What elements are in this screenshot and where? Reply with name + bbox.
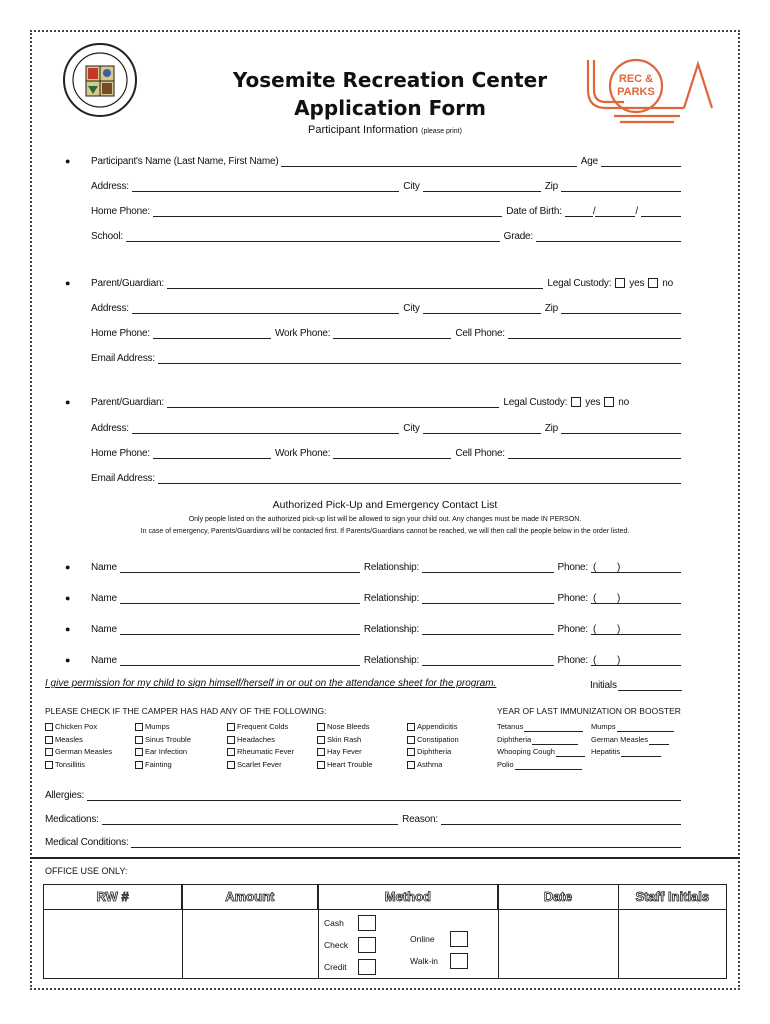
illness-checkbox[interactable] bbox=[407, 748, 415, 756]
immunization-item bbox=[591, 734, 674, 747]
guardian2-email-field[interactable] bbox=[158, 471, 681, 484]
illness-checkbox[interactable] bbox=[317, 748, 325, 756]
illness-label: Frequent Colds bbox=[237, 722, 289, 731]
illness-item bbox=[227, 746, 294, 759]
illness-label: Rheumatic Fever bbox=[237, 747, 295, 757]
allergies-row: Allergies: bbox=[45, 788, 681, 801]
illness-label: Fainting bbox=[145, 759, 172, 769]
rec-and-parks-logo bbox=[584, 48, 714, 128]
illness-label: Ear Infection bbox=[145, 747, 188, 757]
title-line-1: Yosemite Recreation Center bbox=[232, 68, 548, 92]
pickup-relationship-label: Relationship: bbox=[363, 562, 420, 573]
illness-checkbox[interactable] bbox=[227, 761, 235, 769]
phone-paren-open: ( bbox=[593, 655, 597, 666]
immunization-item bbox=[497, 746, 585, 759]
pickup-relationship-label: Relationship: bbox=[363, 655, 420, 666]
phone-paren-close: ) bbox=[617, 655, 621, 666]
immunization-year-field[interactable] bbox=[649, 735, 669, 745]
guardian2-email-row: Email Address: bbox=[91, 471, 681, 484]
illness-item bbox=[45, 721, 112, 734]
method-option bbox=[324, 937, 376, 953]
method-option bbox=[324, 915, 376, 931]
illness-item bbox=[45, 746, 112, 759]
pickup-name-field[interactable] bbox=[120, 622, 360, 635]
please-print-note: (please print) bbox=[421, 128, 462, 135]
illness-checkbox[interactable] bbox=[227, 748, 235, 756]
participant-name-row: Participant's Name (Last Name, First Name) Age bbox=[91, 154, 681, 167]
participant-school-row: School: Grade: bbox=[91, 229, 681, 242]
bullet-icon: ● bbox=[65, 624, 71, 634]
pickup-phone-label: Phone: bbox=[557, 655, 588, 666]
illness-checkbox[interactable] bbox=[317, 736, 325, 744]
illness-label: Appendicitis bbox=[417, 722, 458, 731]
illness-item bbox=[317, 746, 372, 759]
pickup-contact-row bbox=[91, 591, 681, 604]
illness-checkbox[interactable] bbox=[135, 748, 143, 756]
immunization-label: Diphtheria bbox=[497, 734, 532, 744]
participant-city-field[interactable] bbox=[423, 179, 541, 192]
reason-field[interactable] bbox=[441, 812, 681, 825]
immunization-item bbox=[591, 721, 674, 734]
pickup-name-label: Name bbox=[91, 624, 117, 635]
immunization-right-column bbox=[591, 721, 674, 759]
medical-history-header: PLEASE CHECK IF THE CAMPER HAS HAD ANY OF THE FOLLOWING: bbox=[45, 706, 327, 716]
illness-checkbox[interactable] bbox=[407, 761, 415, 769]
illness-label: Measles bbox=[55, 734, 83, 744]
illness-checkbox[interactable] bbox=[45, 761, 53, 769]
office-column-header: Method bbox=[318, 885, 498, 909]
guardian2-work-phone-field[interactable] bbox=[333, 446, 451, 459]
illness-item bbox=[135, 759, 191, 772]
illness-item bbox=[135, 734, 191, 747]
guardian2-address-row: Address: City Zip bbox=[91, 421, 681, 434]
illness-label: Hay Fever bbox=[327, 747, 362, 757]
guardian1-zip-field[interactable] bbox=[561, 301, 681, 314]
illness-item bbox=[407, 746, 459, 759]
office-column-header: Date bbox=[498, 885, 618, 909]
participant-home-phone-field[interactable] bbox=[153, 204, 502, 217]
office-divider bbox=[30, 857, 740, 859]
pickup-name-label: Name bbox=[91, 562, 117, 573]
immunization-header: YEAR OF LAST IMMUNIZATION OR BOOSTER bbox=[497, 706, 681, 716]
illness-label: Diphtheria bbox=[417, 747, 452, 757]
illness-item bbox=[317, 734, 372, 747]
bullet-icon: ● bbox=[65, 593, 71, 603]
guardian2-cell-phone-field[interactable] bbox=[508, 446, 681, 459]
guardian2-custody-yes-checkbox[interactable] bbox=[571, 397, 581, 407]
illness-item bbox=[135, 721, 191, 734]
initials-field[interactable] bbox=[618, 678, 682, 691]
phone-paren-close: ) bbox=[617, 562, 621, 573]
pickup-phone-field[interactable] bbox=[591, 653, 681, 666]
illness-column-2 bbox=[135, 721, 191, 771]
illness-item bbox=[407, 734, 459, 747]
illness-label: Scarlet Fever bbox=[237, 759, 282, 769]
participant-information-heading: Participant Information (please print) bbox=[308, 124, 462, 136]
pickup-phone-label: Phone: bbox=[557, 593, 588, 604]
immunization-item bbox=[497, 759, 585, 772]
participant-phone-row: Home Phone: Date of Birth: / / bbox=[91, 204, 681, 217]
illness-label: Sinus Trouble bbox=[145, 734, 191, 744]
guardian1-email-row: Email Address: bbox=[91, 351, 681, 364]
method-checkbox[interactable] bbox=[358, 959, 376, 975]
pickup-phone-field[interactable] bbox=[591, 591, 681, 604]
pickup-note-1: Only people listed on the authorized pick-up list will be allowed to sign your child out. Any changes must be made IN PERSON. bbox=[188, 516, 582, 523]
illness-label: Nose Bleeds bbox=[327, 722, 370, 731]
rw-column bbox=[44, 885, 183, 978]
initials-row: Initials bbox=[590, 678, 686, 691]
phone-paren-close: ) bbox=[617, 624, 621, 635]
date-column bbox=[498, 885, 619, 978]
immunization-item bbox=[497, 721, 585, 734]
illness-item bbox=[135, 746, 191, 759]
illness-label: Constipation bbox=[417, 734, 459, 744]
immunization-year-field[interactable] bbox=[621, 747, 661, 757]
immunization-year-field[interactable] bbox=[515, 760, 582, 770]
participant-name-field[interactable] bbox=[281, 154, 576, 167]
illness-column-3 bbox=[227, 721, 294, 771]
method-checkbox[interactable] bbox=[450, 953, 468, 969]
title-line-2: Application Form bbox=[294, 96, 486, 120]
pickup-note-2: In case of emergency, Parents/Guardians will be contacted first. If Parents/Guardians cannot be reached, we will then call the people below in the order listed. bbox=[140, 528, 630, 535]
immunization-year-field[interactable] bbox=[556, 747, 585, 757]
illness-item bbox=[227, 759, 294, 772]
pickup-phone-field[interactable] bbox=[591, 560, 681, 573]
guardian1-cell-phone-field[interactable] bbox=[508, 326, 681, 339]
medications-field[interactable] bbox=[102, 812, 398, 825]
illness-column-1 bbox=[45, 721, 112, 771]
office-column-header: Amount bbox=[182, 885, 318, 909]
illness-label: Chicken Pox bbox=[55, 722, 98, 731]
pickup-name-label: Name bbox=[91, 655, 117, 666]
method-checkbox[interactable] bbox=[450, 931, 468, 947]
method-checkbox[interactable] bbox=[358, 937, 376, 953]
illness-checkbox[interactable] bbox=[45, 748, 53, 756]
illness-checkbox[interactable] bbox=[135, 736, 143, 744]
illness-checkbox[interactable] bbox=[227, 736, 235, 744]
guardian1-phone-row: Home Phone: Work Phone: Cell Phone: bbox=[91, 326, 681, 339]
phone-paren-close: ) bbox=[617, 593, 621, 604]
office-use-label: OFFICE USE ONLY: bbox=[45, 866, 128, 876]
immunization-year-field[interactable] bbox=[617, 722, 674, 732]
illness-label: German Measles bbox=[55, 747, 113, 757]
guardian1-work-phone-field[interactable] bbox=[333, 326, 451, 339]
participant-address-field[interactable] bbox=[132, 179, 399, 192]
guardian1-home-phone-field[interactable] bbox=[153, 326, 271, 339]
permission-statement: I give permission for my child to sign himself/herself in or out on the attendance sheet for the program. bbox=[45, 678, 497, 689]
immunization-label: Whooping Cough bbox=[497, 747, 555, 757]
immunization-label: Polio bbox=[497, 759, 514, 769]
form-title bbox=[180, 66, 600, 122]
pickup-phone-label: Phone: bbox=[557, 624, 588, 635]
logo-text-top: REC & bbox=[618, 73, 654, 85]
illness-label: Tonsillitis bbox=[55, 759, 86, 769]
pickup-name-field[interactable] bbox=[120, 653, 360, 666]
pickup-relationship-label: Relationship: bbox=[363, 624, 420, 635]
city-seal-icon bbox=[62, 42, 138, 118]
immunization-label: Tetanus bbox=[497, 722, 524, 731]
bullet-icon: ● bbox=[65, 562, 71, 572]
pickup-relationship-label: Relationship: bbox=[363, 593, 420, 604]
illness-label: Heart Trouble bbox=[327, 759, 373, 769]
bullet-icon: ● bbox=[65, 156, 71, 166]
bullet-icon: ● bbox=[65, 397, 71, 407]
pickup-relationship-field[interactable] bbox=[422, 653, 553, 666]
illness-item bbox=[227, 721, 294, 734]
illness-checkbox[interactable] bbox=[407, 723, 415, 731]
office-column-header: RW # bbox=[44, 885, 182, 909]
illness-item bbox=[227, 734, 294, 747]
phone-paren-open: ( bbox=[593, 624, 597, 635]
logo-text-bottom: PARKS bbox=[617, 86, 655, 98]
guardian1-name-row: Parent/Guardian: Legal Custody: yes no bbox=[91, 278, 673, 289]
school-field[interactable] bbox=[126, 229, 500, 242]
grade-field[interactable] bbox=[536, 229, 681, 242]
method-checkbox[interactable] bbox=[358, 915, 376, 931]
pickup-phone-label: Phone: bbox=[557, 562, 588, 573]
pickup-relationship-field[interactable] bbox=[422, 560, 553, 573]
guardian2-home-phone-field[interactable] bbox=[153, 446, 271, 459]
office-use-table bbox=[43, 884, 727, 979]
illness-column-4 bbox=[317, 721, 372, 771]
pickup-name-field[interactable] bbox=[120, 560, 360, 573]
allergies-field[interactable] bbox=[87, 788, 681, 801]
guardian2-custody-no-checkbox[interactable] bbox=[604, 397, 614, 407]
guardian2-phone-row: Home Phone: Work Phone: Cell Phone: bbox=[91, 446, 681, 459]
illness-checkbox[interactable] bbox=[135, 761, 143, 769]
method-option bbox=[324, 959, 376, 975]
immunization-label: German Measles bbox=[591, 734, 649, 744]
office-column-header: Staff Initials bbox=[635, 889, 710, 904]
illness-checkbox[interactable] bbox=[45, 736, 53, 744]
age-field[interactable] bbox=[601, 154, 681, 167]
dob-year-field[interactable] bbox=[641, 204, 681, 217]
method-label: Online bbox=[410, 934, 435, 944]
immunization-label: Mumps bbox=[591, 722, 616, 731]
amount-column bbox=[182, 885, 319, 978]
method-label: Credit bbox=[324, 962, 347, 972]
guardian2-city-field[interactable] bbox=[423, 421, 541, 434]
pickup-name-label: Name bbox=[91, 593, 117, 604]
participant-zip-field[interactable] bbox=[561, 179, 681, 192]
medications-row: Medications: Reason: bbox=[45, 812, 681, 825]
illness-label: Skin Rash bbox=[327, 734, 362, 744]
method-option bbox=[410, 953, 468, 969]
pickup-section-title: Authorized Pick-Up and Emergency Contact List bbox=[272, 499, 498, 511]
guardian2-address-field[interactable] bbox=[132, 421, 399, 434]
guardian1-email-field[interactable] bbox=[158, 351, 681, 364]
illness-checkbox[interactable] bbox=[317, 723, 325, 731]
dob-month-field[interactable] bbox=[565, 204, 593, 217]
immunization-item bbox=[591, 746, 674, 759]
pickup-contact-row bbox=[91, 560, 681, 573]
illness-checkbox[interactable] bbox=[135, 723, 143, 731]
illness-checkbox[interactable] bbox=[227, 723, 235, 731]
illness-item bbox=[317, 759, 372, 772]
illness-label: Asthma bbox=[417, 759, 443, 769]
pickup-contact-row bbox=[91, 653, 681, 666]
guardian1-city-field[interactable] bbox=[423, 301, 541, 314]
immunization-item bbox=[497, 734, 585, 747]
illness-item bbox=[45, 759, 112, 772]
method-option bbox=[410, 931, 468, 947]
bullet-icon: ● bbox=[65, 278, 71, 288]
illness-checkbox[interactable] bbox=[407, 736, 415, 744]
illness-item bbox=[407, 721, 459, 734]
illness-column-5 bbox=[407, 721, 459, 771]
method-label: Walk-in bbox=[410, 956, 439, 966]
guardian1-name-field[interactable] bbox=[167, 276, 543, 289]
pickup-name-field[interactable] bbox=[120, 591, 360, 604]
dob-day-field[interactable] bbox=[595, 204, 635, 217]
method-label: Check bbox=[324, 940, 349, 950]
phone-paren-open: ( bbox=[593, 593, 597, 604]
guardian1-address-field[interactable] bbox=[132, 301, 399, 314]
pickup-contact-row bbox=[91, 622, 681, 635]
illness-item bbox=[317, 721, 372, 734]
participant-address-row: Address: City Zip bbox=[91, 179, 681, 192]
illness-item bbox=[407, 759, 459, 772]
immunization-label: Hepatitis bbox=[591, 747, 621, 757]
illness-checkbox[interactable] bbox=[45, 723, 53, 731]
bullet-icon: ● bbox=[65, 655, 71, 665]
pickup-relationship-field[interactable] bbox=[422, 622, 553, 635]
pickup-relationship-field[interactable] bbox=[422, 591, 553, 604]
immunization-year-field[interactable] bbox=[524, 722, 583, 732]
illness-item bbox=[45, 734, 112, 747]
illness-label: Mumps bbox=[145, 722, 170, 731]
method-label: Cash bbox=[324, 918, 344, 928]
guardian1-custody-yes-checkbox[interactable] bbox=[615, 278, 625, 288]
pickup-phone-field[interactable] bbox=[591, 622, 681, 635]
guardian1-custody-no-checkbox[interactable] bbox=[648, 278, 658, 288]
immunization-year-field[interactable] bbox=[532, 735, 578, 745]
immunization-left-column bbox=[497, 721, 585, 771]
medical-conditions-field[interactable] bbox=[131, 835, 681, 848]
phone-paren-open: ( bbox=[593, 562, 597, 573]
guardian2-name-field[interactable] bbox=[167, 395, 499, 408]
guardian2-name-row: Parent/Guardian: Legal Custody: yes no bbox=[91, 397, 629, 408]
guardian2-zip-field[interactable] bbox=[561, 421, 681, 434]
illness-checkbox[interactable] bbox=[317, 761, 325, 769]
illness-label: Headaches bbox=[237, 734, 275, 744]
guardian1-address-row: Address: City Zip bbox=[91, 301, 681, 314]
medical-conditions-row: Medical Conditions: bbox=[45, 835, 681, 848]
